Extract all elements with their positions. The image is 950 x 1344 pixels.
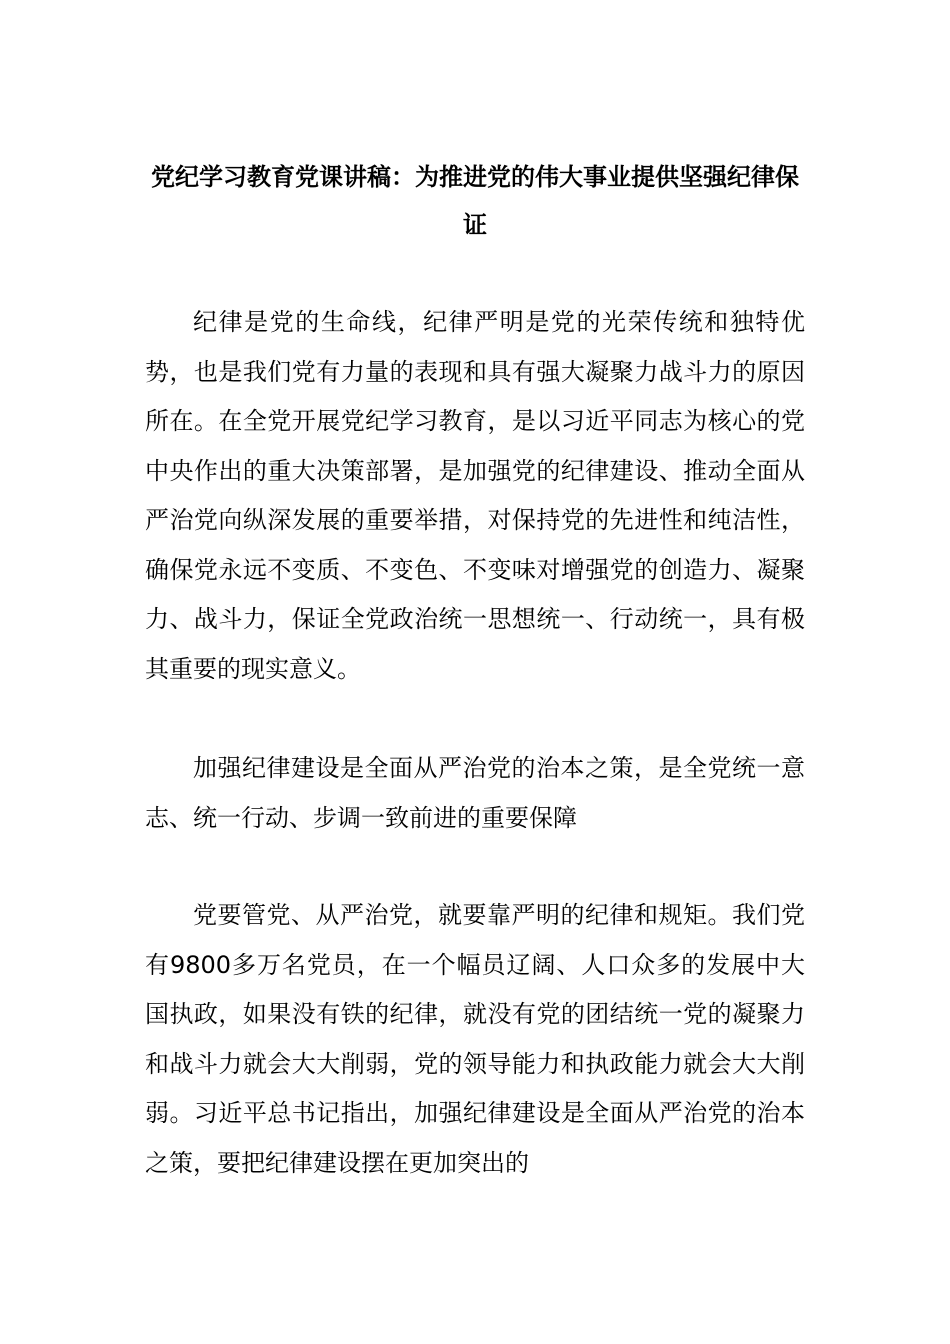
document-title: 党纪学习教育党课讲稿：为推进党的伟大事业提供坚强纪律保证 <box>151 163 799 239</box>
paragraph-body: 党要管党、从严治党，就要靠严明的纪律和规矩。我们党有9800多万名党员，在一个幅员辽阔、人口众多的发展中大国执政，如果没有铁的纪律，就没有党的团结统一党的凝聚力和战斗力就会大大削弱，党的领导能力和执政能力就会大大削弱。习近平总书记指出，加强纪律建设是全面从严治党的治本之策，要把纪律建设摆在更加突出的 <box>145 901 805 1177</box>
paragraph-intro: 纪律是党的生命线，纪律严明是党的光荣传统和独特优势，也是我们党有力量的表现和具有强大凝聚力战斗力的原因所在。在全党开展党纪学习教育，是以习近平同志为核心的党中央作出的重大决策部署，是加强党的纪律建设、推动全面从严治党向纵深发展的重要举措，对保持党的先进性和纯洁性，确保党永远不变质、不变色、不变味对增强党的创造力、凝聚力、战斗力，保证全党政治统一思想统一、行动统一，具有极其重要的现实意义。 <box>145 308 805 683</box>
paragraph-heading-discipline: 加强纪律建设是全面从严治党的治本之策，是全党统一意志、统一行动、步调一致前进的重要保障 <box>145 754 805 832</box>
